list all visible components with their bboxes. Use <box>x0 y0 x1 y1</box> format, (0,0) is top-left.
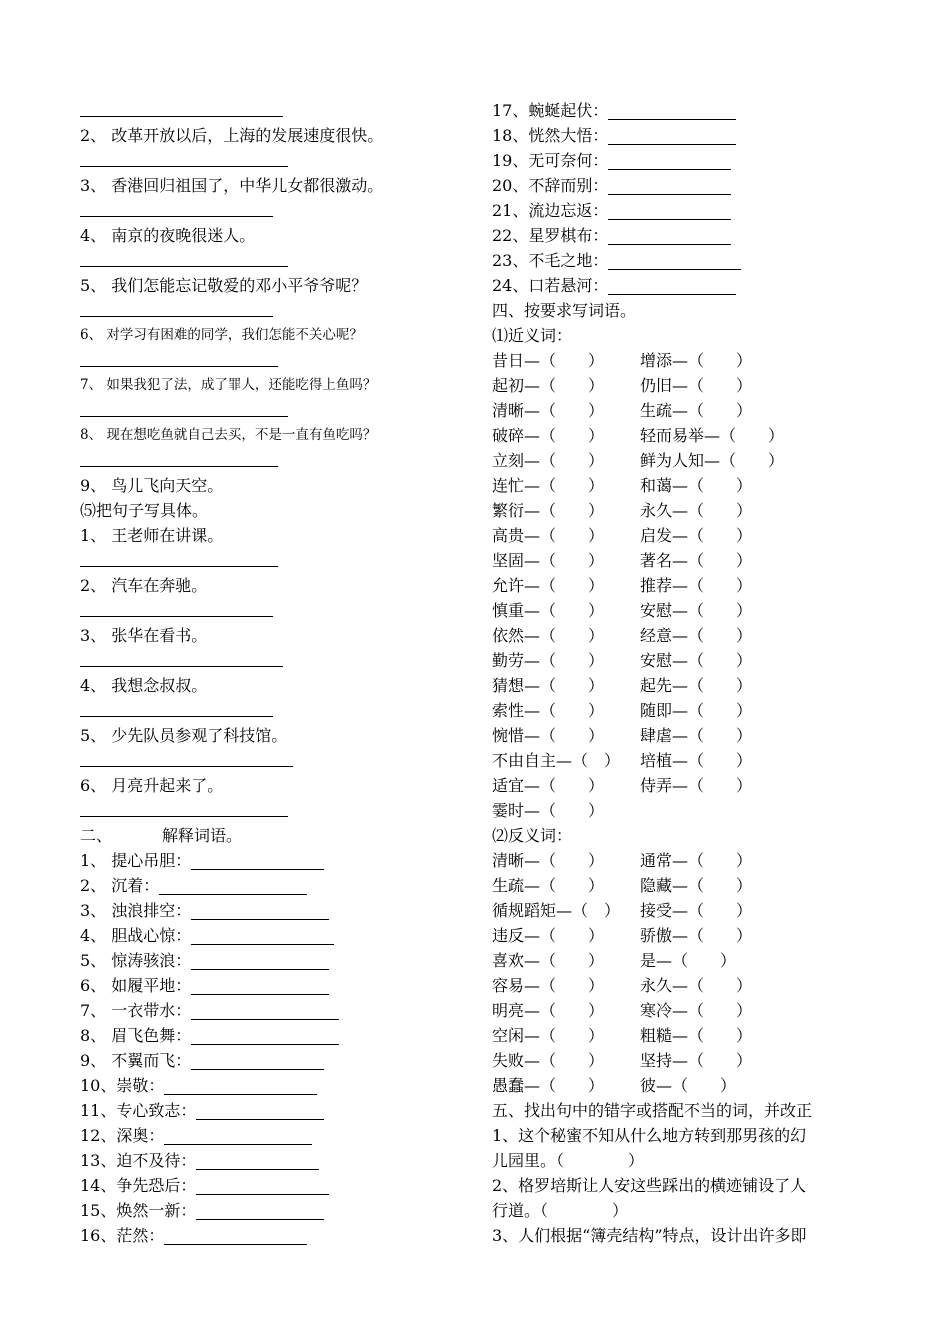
word-pair-left: 索性—（ ） <box>492 701 605 720</box>
word-item <box>80 1048 470 1073</box>
answer-blank[interactable] <box>191 901 329 920</box>
word-pair-left: 依然—（ ） <box>492 626 605 645</box>
word-item <box>80 873 470 898</box>
answer-blank[interactable] <box>608 126 736 145</box>
word-label: 13、迫不及待： <box>80 1151 197 1170</box>
synonym-row <box>492 723 877 748</box>
word-label: 18、恍然大悟： <box>492 126 609 145</box>
answer-line <box>80 748 470 773</box>
concretize-sentence: 1、 王老师在讲课。 <box>80 526 224 545</box>
concretize-sentence: 5、 少先队员参观了科技馆。 <box>80 726 288 745</box>
word-label: 8、 眉飞色舞： <box>80 1026 192 1045</box>
word-pair-right: 增添—（ ） <box>640 351 753 370</box>
word-pair-right: 彼—（ ） <box>640 1076 737 1095</box>
answer-blank[interactable] <box>80 198 273 217</box>
answer-blank[interactable] <box>608 276 736 295</box>
answer-blank[interactable] <box>80 698 273 717</box>
antonym-row <box>492 973 877 998</box>
answer-blank[interactable] <box>608 176 731 195</box>
synonym-row <box>492 473 877 498</box>
word-pair-left: 允许—（ ） <box>492 576 605 595</box>
synonym-row <box>492 448 877 473</box>
word-pair-right: 接受—（ ） <box>640 901 753 920</box>
word-label: 20、不辞而别： <box>492 176 609 195</box>
answer-blank[interactable] <box>164 1126 312 1145</box>
antonym-row <box>492 1023 877 1048</box>
word-pair-right: 推荐—（ ） <box>640 576 753 595</box>
answer-blank[interactable] <box>80 348 278 367</box>
section-number: 二、 <box>80 826 113 845</box>
synonym-row <box>492 498 877 523</box>
answer-blank[interactable] <box>196 1201 324 1220</box>
word-label: 9、 不翼而飞： <box>80 1051 192 1070</box>
rewrite-sentence: 2、 改革开放以后，上海的发展速度很快。 <box>80 126 384 145</box>
synonym-row <box>492 748 877 773</box>
word-pair-right: 启发—（ ） <box>640 526 753 545</box>
answer-blank[interactable] <box>196 1151 319 1170</box>
answer-blank[interactable] <box>191 1051 324 1070</box>
section-title: ⑸把句子写具体。 <box>80 501 209 520</box>
antonym-row <box>492 1048 877 1073</box>
answer-blank[interactable] <box>191 976 329 995</box>
synonym-row <box>492 648 877 673</box>
word-item <box>492 173 877 198</box>
answer-line <box>80 98 470 123</box>
antonym-row <box>492 948 877 973</box>
answer-line <box>80 698 470 723</box>
word-pair-left: 容易—（ ） <box>492 976 605 995</box>
answer-blank[interactable] <box>164 1076 317 1095</box>
answer-line <box>80 348 470 373</box>
word-pair-right: 侍弄—（ ） <box>640 776 753 795</box>
word-pair-right: 鲜为人知—（ ） <box>640 451 785 470</box>
word-pair-right: 随即—（ ） <box>640 701 753 720</box>
word-pair-left: 清晰—（ ） <box>492 851 605 870</box>
antonym-row <box>492 873 877 898</box>
word-label: 24、口若悬河： <box>492 276 609 295</box>
answer-blank[interactable] <box>608 101 736 120</box>
word-item <box>492 148 877 173</box>
right-column <box>492 98 877 1248</box>
word-pair-left: 清晰—（ ） <box>492 401 605 420</box>
word-pair-right: 经意—（ ） <box>640 626 753 645</box>
answer-blank[interactable] <box>191 851 324 870</box>
word-pair-right: 安慰—（ ） <box>640 651 753 670</box>
antonym-row <box>492 848 877 873</box>
answer-line <box>80 248 470 273</box>
word-pair-left: 繁衍—（ ） <box>492 501 605 520</box>
section-title: 五、找出句中的错字或搭配不当的词，并改正 <box>492 1101 813 1120</box>
answer-line <box>80 548 470 573</box>
answer-blank[interactable] <box>191 926 334 945</box>
word-pair-right: 仍旧—（ ） <box>640 376 753 395</box>
answer-blank[interactable] <box>159 876 307 895</box>
synonym-row <box>492 423 877 448</box>
answer-line <box>80 148 470 173</box>
synonym-row <box>492 573 877 598</box>
word-item <box>80 898 470 923</box>
rewrite-sentence: 7、 如果我犯了法，成了罪人，还能吃得上鱼吗？ <box>80 377 377 393</box>
answer-line <box>80 448 470 473</box>
antonym-row <box>492 998 877 1023</box>
synonym-row <box>492 548 877 573</box>
word-item <box>80 923 470 948</box>
word-pair-right: 和蔼—（ ） <box>640 476 753 495</box>
word-pair-left: 立刻—（ ） <box>492 451 605 470</box>
word-pair-left: 高贵—（ ） <box>492 526 605 545</box>
word-pair-left: 空闲—（ ） <box>492 1026 605 1045</box>
word-label: 22、星罗棋布： <box>492 226 609 245</box>
word-pair-right: 寒冷—（ ） <box>640 1001 753 1020</box>
word-pair-left: 坚固—（ ） <box>492 551 605 570</box>
answer-blank[interactable] <box>80 298 273 317</box>
word-pair-right: 起先—（ ） <box>640 676 753 695</box>
concretize-sentence: 3、 张华在看书。 <box>80 626 208 645</box>
word-pair-left: 连忙—（ ） <box>492 476 605 495</box>
word-label: 21、流边忘返： <box>492 201 609 220</box>
rewrite-sentence: 6、 对学习有困难的同学，我们怎能不关心呢？ <box>80 327 363 343</box>
antonym-row <box>492 898 877 923</box>
word-pair-right: 著名—（ ） <box>640 551 753 570</box>
section-title: 四、按要求写词语。 <box>492 301 637 320</box>
answer-blank[interactable] <box>196 1176 329 1195</box>
section-heading <box>80 823 470 848</box>
word-pair-left: 霎时—（ ） <box>492 801 605 820</box>
word-pair-left: 惋惜—（ ） <box>492 726 605 745</box>
correction-line: 儿园里。（ ） <box>492 1151 645 1170</box>
word-label: 23、不毛之地： <box>492 251 609 270</box>
synonym-row <box>492 523 877 548</box>
answer-line <box>80 798 470 823</box>
answer-blank[interactable] <box>608 251 741 270</box>
word-label: 16、茫然： <box>80 1226 165 1245</box>
word-item <box>80 1223 470 1248</box>
rewrite-sentence: 9、 鸟儿飞向天空。 <box>80 476 224 495</box>
synonym-row <box>492 623 877 648</box>
word-label: 15、焕然一新： <box>80 1201 197 1220</box>
word-pair-left: 破碎—（ ） <box>492 426 605 445</box>
correction-line: 3、人们根据“簿壳结构”特点，设计出许多即 <box>492 1226 807 1245</box>
word-item <box>80 1123 470 1148</box>
word-item <box>80 1073 470 1098</box>
word-item <box>80 1023 470 1048</box>
answer-line <box>80 198 470 223</box>
word-pair-right: 肆虐—（ ） <box>640 726 753 745</box>
synonym-row <box>492 598 877 623</box>
word-item <box>80 973 470 998</box>
word-pair-left: 喜欢—（ ） <box>492 951 605 970</box>
synonym-row <box>492 773 877 798</box>
word-item <box>80 1198 470 1223</box>
word-pair-right: 是—（ ） <box>640 951 737 970</box>
word-label: 17、蜿蜒起伏： <box>492 101 609 120</box>
synonym-row <box>492 673 877 698</box>
word-item <box>80 1173 470 1198</box>
word-pair-right: 轻而易举—（ ） <box>640 426 785 445</box>
subsection-title: ⑴近义词： <box>492 326 573 345</box>
word-pair-left: 生疏—（ ） <box>492 876 605 895</box>
word-label: 4、 胆战心惊： <box>80 926 192 945</box>
word-item <box>80 1098 470 1123</box>
word-item <box>80 948 470 973</box>
word-label: 11、专心致志： <box>80 1101 197 1120</box>
synonym-row <box>492 798 877 823</box>
correction-line: 1、这个秘蜜不知从什么地方转到那男孩的幻 <box>492 1126 807 1145</box>
word-pair-right: 通常—（ ） <box>640 851 753 870</box>
concretize-sentence: 2、 汽车在奔驰。 <box>80 576 208 595</box>
word-item <box>80 848 470 873</box>
answer-line <box>80 398 470 423</box>
answer-blank[interactable] <box>608 201 731 220</box>
word-item <box>492 123 877 148</box>
answer-blank[interactable] <box>80 598 273 617</box>
word-pair-right: 培植—（ ） <box>640 751 753 770</box>
word-pair-left: 昔日—（ ） <box>492 351 605 370</box>
word-pair-right: 安慰—（ ） <box>640 601 753 620</box>
word-item <box>80 1148 470 1173</box>
word-pair-left: 不由自主—（ ） <box>492 751 621 770</box>
concretize-sentence: 6、 月亮升起来了。 <box>80 776 224 795</box>
answer-line <box>80 298 470 323</box>
answer-blank[interactable] <box>80 798 288 817</box>
word-item <box>492 98 877 123</box>
word-label: 6、 如履平地： <box>80 976 192 995</box>
correction-line: 2、格罗培斯让人安这些踩出的横迹铺设了人 <box>492 1176 807 1195</box>
word-label: 1、 提心吊胆： <box>80 851 192 870</box>
word-item <box>80 998 470 1023</box>
word-pair-right: 永久—（ ） <box>640 976 753 995</box>
word-item <box>492 198 877 223</box>
answer-blank[interactable] <box>80 98 283 117</box>
word-pair-left: 起初—（ ） <box>492 376 605 395</box>
word-item <box>492 248 877 273</box>
word-pair-right: 骄傲—（ ） <box>640 926 753 945</box>
word-label: 19、无可奈何： <box>492 151 609 170</box>
word-pair-right: 永久—（ ） <box>640 501 753 520</box>
word-label: 14、争先恐后： <box>80 1176 197 1195</box>
word-label: 3、 浊浪排空： <box>80 901 192 920</box>
antonym-row <box>492 1073 877 1098</box>
answer-blank[interactable] <box>608 151 731 170</box>
answer-line <box>80 598 470 623</box>
synonym-row <box>492 348 877 373</box>
word-item <box>492 223 877 248</box>
answer-line <box>80 648 470 673</box>
word-pair-left: 明亮—（ ） <box>492 1001 605 1020</box>
answer-blank[interactable] <box>191 1026 339 1045</box>
answer-blank[interactable] <box>191 1001 339 1020</box>
word-pair-left: 勤劳—（ ） <box>492 651 605 670</box>
answer-blank[interactable] <box>80 548 278 567</box>
word-label: 7、 一衣带水： <box>80 1001 192 1020</box>
synonym-row <box>492 373 877 398</box>
answer-blank[interactable] <box>80 248 288 267</box>
answer-blank[interactable] <box>80 148 288 167</box>
word-pair-right: 生疏—（ ） <box>640 401 753 420</box>
answer-blank[interactable] <box>191 951 329 970</box>
antonym-row <box>492 923 877 948</box>
word-label: 10、崇敬： <box>80 1076 165 1095</box>
word-pair-left: 愚蠢—（ ） <box>492 1076 605 1095</box>
answer-blank[interactable] <box>80 648 283 667</box>
answer-blank[interactable] <box>80 748 293 767</box>
answer-blank[interactable] <box>608 226 731 245</box>
word-pair-right: 隐藏—（ ） <box>640 876 753 895</box>
section-title: 解释词语。 <box>162 826 243 845</box>
rewrite-sentence: 3、 香港回归祖国了，中华儿女都很激动。 <box>80 176 384 195</box>
synonym-row <box>492 698 877 723</box>
word-pair-left: 违反—（ ） <box>492 926 605 945</box>
word-pair-left: 适宜—（ ） <box>492 776 605 795</box>
word-label: 5、 惊涛骇浪： <box>80 951 192 970</box>
answer-blank[interactable] <box>80 448 278 467</box>
answer-blank[interactable] <box>80 398 288 417</box>
left-column <box>80 98 470 1248</box>
rewrite-sentence: 8、 现在想吃鱼就自己去买，不是一直有鱼吃吗？ <box>80 427 377 443</box>
word-pair-right: 坚持—（ ） <box>640 1051 753 1070</box>
rewrite-sentence: 4、 南京的夜晚很迷人。 <box>80 226 256 245</box>
word-item <box>492 273 877 298</box>
word-pair-right: 粗糙—（ ） <box>640 1026 753 1045</box>
word-pair-left: 循规蹈矩—（ ） <box>492 901 621 920</box>
concretize-sentence: 4、 我想念叔叔。 <box>80 676 208 695</box>
rewrite-sentence: 5、 我们怎能忘记敬爱的邓小平爷爷呢？ <box>80 276 368 295</box>
subsection-title: ⑵反义词： <box>492 826 573 845</box>
word-pair-left: 猜想—（ ） <box>492 676 605 695</box>
word-pair-left: 失败—（ ） <box>492 1051 605 1070</box>
word-pair-left: 慎重—（ ） <box>492 601 605 620</box>
word-label: 2、 沉着： <box>80 876 160 895</box>
word-label: 12、深奥： <box>80 1126 165 1145</box>
answer-blank[interactable] <box>196 1101 324 1120</box>
synonym-row <box>492 398 877 423</box>
answer-blank[interactable] <box>164 1226 307 1245</box>
correction-line: 行道。（ ） <box>492 1201 629 1220</box>
